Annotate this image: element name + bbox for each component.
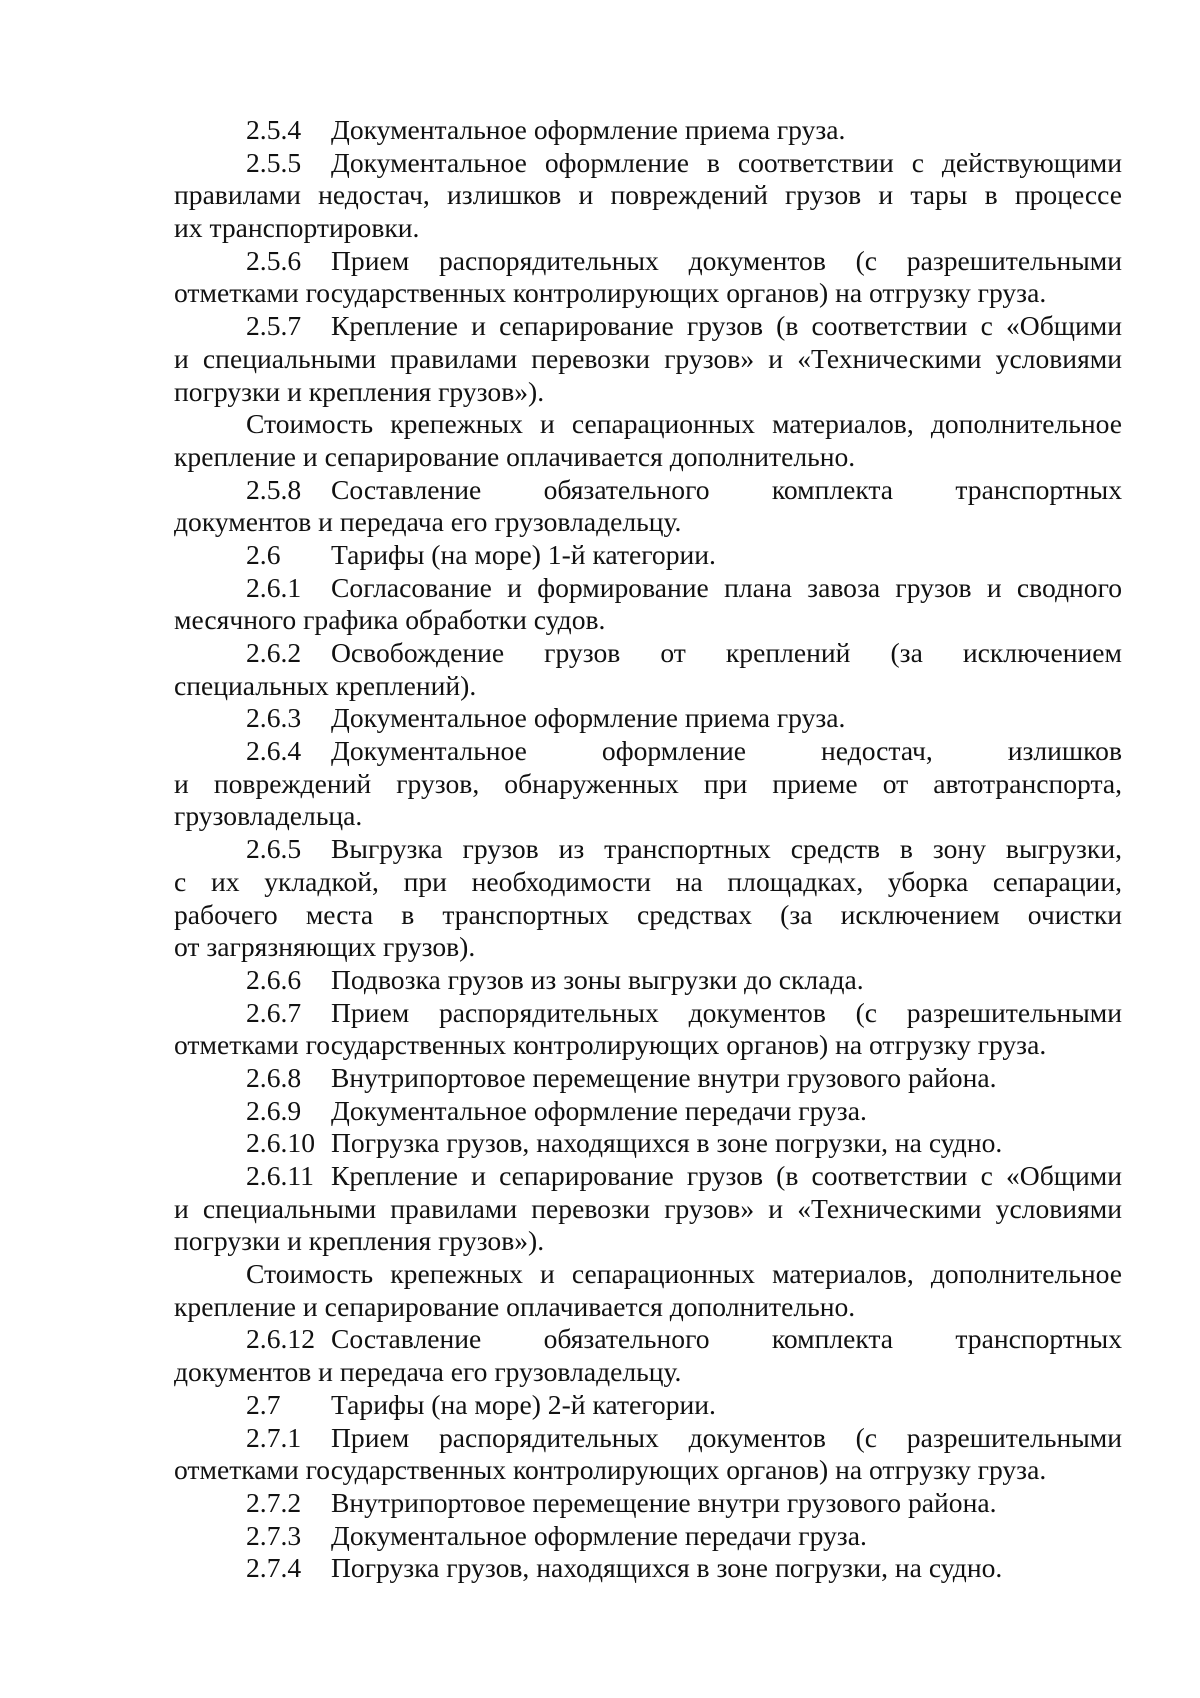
paragraph-line: крепление и сепарирование оплачивается дополнительно.: [174, 1290, 856, 1322]
paragraph: [174, 572, 1122, 637]
clause-number: 2.7.3: [246, 1519, 302, 1551]
paragraph-text: Стоимость крепежных и сепарационных материалов, дополнительное: [246, 408, 1122, 440]
paragraph-line: с их укладкой, при необходимости на площадках, уборка сепарации,: [174, 865, 1122, 897]
paragraph-text: Документальное оформление недостач, излишков: [331, 735, 1122, 767]
paragraph-text: Документальное оформление передачи груза.: [331, 1519, 867, 1551]
paragraph-text: Прием распорядительных документов (с разрешительными: [331, 1421, 1122, 1453]
paragraph-first-line: [174, 1160, 1122, 1193]
paragraph-text: Документальное оформление передачи груза.: [331, 1094, 867, 1126]
paragraph-first-line: [174, 735, 1122, 768]
paragraph: [174, 310, 1122, 408]
clause-number: 2.5.7: [246, 310, 302, 342]
paragraph: [174, 539, 1122, 572]
paragraph-text: Документальное оформление приема груза.: [331, 114, 846, 145]
paragraph-first-line: [174, 1520, 1122, 1553]
paragraph: [174, 1520, 1122, 1553]
paragraph: [174, 1127, 1122, 1160]
paragraph-line: документов и передача его грузовладельцу.: [174, 1356, 682, 1388]
clause-number: 2.6.9: [246, 1094, 302, 1126]
clause-number: 2.7: [246, 1388, 281, 1420]
clause-number: 2.6.7: [246, 996, 302, 1028]
paragraph-line: документов и передача его грузовладельцу.: [174, 506, 682, 538]
paragraph-text: Составление обязательного комплекта транспортных: [331, 473, 1122, 505]
paragraph-text: Крепление и сепарирование грузов (в соответствии с «Общими: [331, 1160, 1122, 1191]
clause-number: 2.6.3: [246, 702, 302, 734]
paragraph-line: погрузки и крепления грузов»).: [174, 1225, 545, 1257]
paragraph-first-line: [174, 1422, 1122, 1455]
paragraph: [174, 408, 1122, 473]
paragraph-first-line: [174, 833, 1122, 866]
paragraph-first-line: [174, 702, 1122, 735]
paragraph-line: их транспортировки.: [174, 212, 420, 244]
clause-number: 2.6.5: [246, 833, 302, 865]
paragraph: [174, 1552, 1122, 1585]
clause-number: 2.7.4: [246, 1552, 302, 1584]
paragraph-line: погрузки и крепления грузов»).: [174, 375, 545, 407]
clause-number: 2.6.1: [246, 571, 302, 603]
clause-number: 2.6: [246, 538, 281, 570]
paragraph: [174, 1422, 1122, 1487]
paragraph-text: Освобождение грузов от креплений (за исключением: [331, 637, 1122, 668]
clause-number: 2.5.4: [246, 114, 302, 145]
paragraph-line: отметками государственных контролирующих органов) на отгрузку груза.: [174, 1454, 1047, 1486]
paragraph-line: грузовладельца.: [174, 800, 363, 832]
paragraph-line: рабочего места в транспортных средствах (за исключением очистки: [174, 898, 1122, 930]
paragraph: [174, 1095, 1122, 1128]
paragraph: [174, 964, 1122, 997]
paragraph-first-line: [174, 245, 1122, 278]
clause-number: 2.6.8: [246, 1061, 302, 1093]
paragraph-first-line: [174, 408, 1122, 441]
paragraph-first-line: [174, 310, 1122, 343]
document-page: [174, 114, 1122, 1585]
paragraph: [174, 833, 1122, 964]
paragraph-first-line: [174, 1062, 1122, 1095]
paragraph: [174, 735, 1122, 833]
paragraph-text: Прием распорядительных документов (с разрешительными: [331, 244, 1122, 276]
paragraph: [174, 1323, 1122, 1388]
paragraph-line: отметками государственных контролирующих органов) на отгрузку груза.: [174, 1029, 1047, 1061]
paragraph: [174, 997, 1122, 1062]
paragraph: [174, 637, 1122, 702]
paragraph-first-line: [174, 147, 1122, 180]
paragraph-first-line: [174, 1258, 1122, 1291]
clause-number: 2.6.11: [246, 1160, 314, 1191]
paragraph-first-line: [174, 1095, 1122, 1128]
paragraph-text: Погрузка грузов, находящихся в зоне погрузки, на судно.: [331, 1552, 1003, 1584]
paragraph-text: Согласование и формирование плана завоза грузов и сводного: [331, 571, 1122, 603]
paragraph-line: крепление и сепарирование оплачивается дополнительно.: [174, 440, 856, 472]
paragraph-first-line: [174, 637, 1122, 670]
paragraph-text: Погрузка грузов, находящихся в зоне погрузки, на судно.: [331, 1127, 1003, 1159]
clause-number: 2.6.12: [246, 1323, 315, 1355]
paragraph-first-line: [174, 474, 1122, 507]
clause-number: 2.5.5: [246, 146, 302, 178]
paragraph-line: и повреждений грузов, обнаруженных при приеме от автотранспорта,: [174, 767, 1122, 799]
paragraph-first-line: [174, 1552, 1122, 1585]
paragraph-line: от загрязняющих грузов).: [174, 931, 476, 963]
paragraph-line: и специальными правилами перевозки грузов» и «Техническими условиями: [174, 1192, 1122, 1224]
paragraph-text: Выгрузка грузов из транспортных средств в зону выгрузки,: [331, 833, 1122, 865]
paragraph-text: Подвозка грузов из зоны выгрузки до склада.: [331, 963, 864, 995]
paragraph: [174, 1487, 1122, 1520]
clause-number: 2.6.10: [246, 1127, 315, 1159]
clause-number: 2.6.4: [246, 735, 302, 767]
paragraph: [174, 1062, 1122, 1095]
paragraph-line: специальных креплений).: [174, 669, 477, 701]
paragraph-first-line: [174, 997, 1122, 1030]
paragraph: [174, 702, 1122, 735]
paragraph: [174, 114, 1122, 147]
paragraph-text: Составление обязательного комплекта транспортных: [331, 1323, 1122, 1355]
paragraph-first-line: [174, 1323, 1122, 1356]
clause-number: 2.6.6: [246, 963, 302, 995]
paragraph-first-line: [174, 1487, 1122, 1520]
clause-number: 2.6.2: [246, 637, 302, 668]
paragraph-text: Документальное оформление в соответствии с действующими: [331, 146, 1122, 178]
paragraph-line: месячного графика обработки судов.: [174, 604, 606, 636]
paragraph-text: Крепление и сепарирование грузов (в соответствии с «Общими: [331, 310, 1122, 342]
clause-number: 2.5.6: [246, 244, 302, 276]
paragraph: [174, 1389, 1122, 1422]
paragraph: [174, 1258, 1122, 1323]
paragraph-line: правилами недостач, излишков и повреждений грузов и тары в процессе: [174, 179, 1122, 211]
paragraph-first-line: [174, 114, 1122, 147]
paragraph-text: Внутрипортовое перемещение внутри грузового района.: [331, 1061, 997, 1093]
paragraph-text: Тарифы (на море) 1-й категории.: [331, 538, 716, 570]
paragraph: [174, 147, 1122, 245]
paragraph-line: отметками государственных контролирующих органов) на отгрузку груза.: [174, 277, 1047, 309]
paragraph-text: Тарифы (на море) 2-й категории.: [331, 1388, 716, 1420]
paragraph-first-line: [174, 1127, 1122, 1160]
paragraph-first-line: [174, 964, 1122, 997]
clause-number: 2.5.8: [246, 473, 302, 505]
paragraph-first-line: [174, 1389, 1122, 1422]
paragraph: [174, 245, 1122, 310]
paragraph-line: и специальными правилами перевозки грузов» и «Техническими условиями: [174, 342, 1122, 374]
paragraph-first-line: [174, 572, 1122, 605]
paragraph: [174, 1160, 1122, 1258]
paragraph-text: Стоимость крепежных и сепарационных материалов, дополнительное: [246, 1258, 1122, 1290]
paragraph-text: Внутрипортовое перемещение внутри грузового района.: [331, 1486, 997, 1518]
clause-number: 2.7.1: [246, 1421, 302, 1453]
paragraph-first-line: [174, 539, 1122, 572]
clause-number: 2.7.2: [246, 1486, 302, 1518]
paragraph-text: Прием распорядительных документов (с разрешительными: [331, 996, 1122, 1028]
paragraph-text: Документальное оформление приема груза.: [331, 702, 846, 734]
paragraph: [174, 474, 1122, 539]
